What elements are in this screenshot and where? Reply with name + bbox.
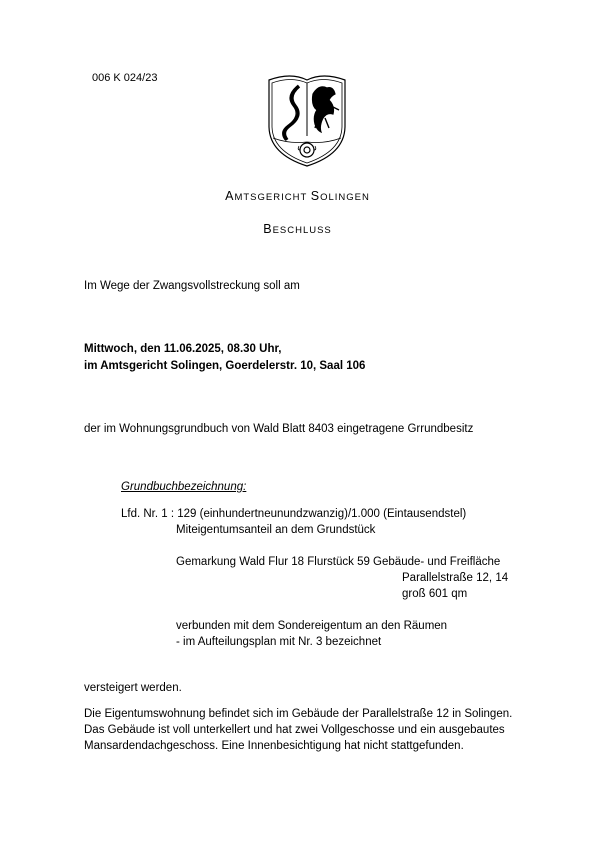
property-text: der im Wohnungsgrundbuch von Wald Blatt 8403 eingetragene Grrundbesitz	[84, 423, 474, 435]
court-city-initial: S	[310, 189, 321, 203]
auction-date: Mittwoch, den 11.06.2025, 08.30 Uhr,	[84, 343, 282, 355]
entry-special-1: verbunden mit dem Sondereigentum an den Räumen	[176, 620, 448, 632]
title-rest: ESCHLUSS	[272, 225, 332, 236]
description-line-1: Die Eigentumswohnung befindet sich im Gebäude der Parallelstraße 12 in Solingen.	[84, 708, 513, 720]
title-initial: B	[263, 222, 273, 236]
description-line-2: Das Gebäude ist voll unterkellert und hat zwei Vollgeschosse und ein ausgebautes	[84, 724, 505, 736]
entry-size: groß 601 qm	[402, 588, 468, 600]
coat-of-arms-icon	[261, 66, 353, 170]
document-title	[0, 222, 595, 236]
entry-street: Parallelstraße 12, 14	[402, 572, 509, 584]
auction-location: im Amtsgericht Solingen, Goerdelerstr. 10, Saal 106	[84, 360, 366, 372]
intro-text: Im Wege der Zwangsvollstreckung soll am	[84, 280, 300, 292]
entry-lfd: Lfd. Nr. 1 : 129 (einhundertneunundzwanzig)/1.000 (Eintausendstel)	[121, 508, 467, 520]
auction-line: versteigert werden.	[84, 682, 182, 694]
court-name-initial: A	[225, 189, 235, 203]
entry-special-2: - im Aufteilungsplan mit Nr. 3 bezeichnet	[176, 636, 382, 648]
entry-share: Miteigentumsanteil an dem Grundstück	[176, 524, 376, 536]
description-line-3: Mansardendachgeschoss. Eine Innenbesichtigung hat nicht stattgefunden.	[84, 740, 464, 752]
court-city-rest: OLINGEN	[320, 192, 370, 203]
section-heading: Grundbuchbezeichnung:	[121, 481, 247, 493]
court-name	[0, 189, 595, 203]
entry-parcel: Gemarkung Wald Flur 18 Flurstück 59 Gebäude- und Freifläche	[176, 556, 501, 568]
case-number: 006 K 024/23	[92, 72, 158, 84]
court-name-rest: MTSGERICHT	[234, 192, 311, 203]
